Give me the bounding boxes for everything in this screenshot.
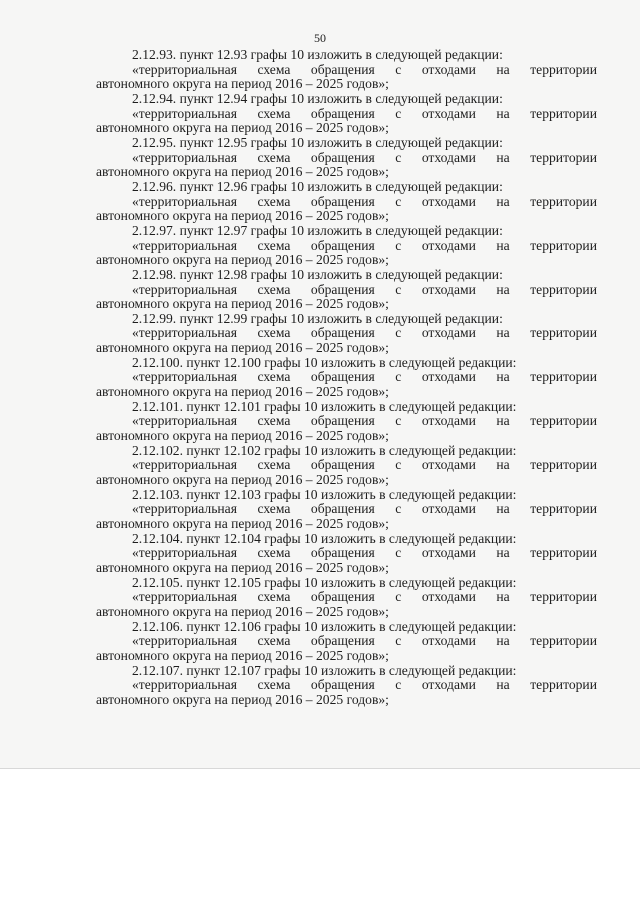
amendment-text-line: «территориальная схема обращения с отходами на территории bbox=[132, 105, 597, 121]
amendment-text-line: «территориальная схема обращения с отходами на территории bbox=[132, 677, 597, 693]
amendment-text-line: «территориальная схема обращения с отходами на территории bbox=[132, 457, 597, 473]
amendment-item bbox=[96, 488, 597, 532]
amendment-text-line: автономного округа на период 2016 – 2025 годов»; bbox=[96, 340, 389, 356]
amendment-text-line: «территориальная схема обращения с отходами на территории bbox=[132, 589, 597, 605]
amendment-text-line: автономного округа на период 2016 – 2025 годов»; bbox=[96, 384, 389, 400]
amendment-text-line: автономного округа на период 2016 – 2025 годов»; bbox=[96, 472, 389, 488]
document-body bbox=[96, 48, 597, 708]
amendment-heading: 2.12.94. пункт 12.94 графы 10 изложить в следующей редакции: bbox=[132, 90, 503, 106]
amendment-text-line: автономного округа на период 2016 – 2025 годов»; bbox=[96, 516, 389, 531]
page-number: 50 bbox=[314, 31, 326, 45]
amendment-text-line: «территориальная схема обращения с отходами на территории bbox=[132, 545, 597, 561]
amendment-item bbox=[96, 180, 597, 224]
amendment-text-line: автономного округа на период 2016 – 2025 годов»; bbox=[96, 691, 389, 707]
amendment-heading: 2.12.101. пункт 12.101 графы 10 изложить в следующей редакции: bbox=[132, 398, 517, 414]
amendment-heading: 2.12.95. пункт 12.95 графы 10 изложить в следующей редакции: bbox=[132, 134, 503, 150]
amendment-item bbox=[96, 48, 597, 92]
amendment-item bbox=[96, 444, 597, 488]
amendment-text-line: «территориальная схема обращения с отходами на территории bbox=[132, 325, 597, 341]
amendment-heading: 2.12.103. пункт 12.103 графы 10 изложить в следующей редакции: bbox=[132, 486, 517, 502]
amendment-text-line: «территориальная схема обращения с отходами на территории bbox=[132, 237, 597, 253]
amendment-heading: 2.12.99. пункт 12.99 графы 10 изложить в следующей редакции: bbox=[132, 310, 503, 326]
amendment-text-line: «территориальная схема обращения с отходами на территории bbox=[132, 633, 597, 649]
amendment-text-line: «территориальная схема обращения с отходами на территории bbox=[132, 193, 597, 209]
amendment-text-line: автономного округа на период 2016 – 2025 годов»; bbox=[96, 603, 389, 619]
amendment-heading: 2.12.107. пункт 12.107 графы 10 изложить в следующей редакции: bbox=[132, 662, 517, 678]
amendment-item bbox=[96, 620, 597, 664]
amendment-heading: 2.12.96. пункт 12.96 графы 10 изложить в следующей редакции: bbox=[132, 178, 503, 194]
amendment-item bbox=[96, 356, 597, 400]
amendment-item bbox=[96, 400, 597, 444]
amendment-heading: 2.12.104. пункт 12.104 графы 10 изложить в следующей редакции: bbox=[132, 530, 517, 546]
amendment-text-line: «территориальная схема обращения с отходами на территории bbox=[132, 413, 597, 429]
amendment-item bbox=[96, 312, 597, 356]
amendment-text-line: «территориальная схема обращения с отходами на территории bbox=[132, 281, 597, 297]
amendment-heading: 2.12.97. пункт 12.97 графы 10 изложить в следующей редакции: bbox=[132, 222, 503, 238]
amendment-item bbox=[96, 664, 597, 708]
amendment-item bbox=[96, 268, 597, 312]
amendment-item bbox=[96, 136, 597, 180]
amendment-item bbox=[96, 224, 597, 268]
amendment-heading: 2.12.93. пункт 12.93 графы 10 изложить в следующей редакции: bbox=[132, 47, 503, 62]
amendment-text-line: «территориальная схема обращения с отходами на территории bbox=[132, 61, 597, 77]
amendment-item bbox=[96, 576, 597, 620]
amendment-text-line: автономного округа на период 2016 – 2025 годов»; bbox=[96, 76, 389, 92]
amendment-text-line: автономного округа на период 2016 – 2025 годов»; bbox=[96, 120, 389, 136]
amendment-text-line: автономного округа на период 2016 – 2025 годов»; bbox=[96, 208, 389, 224]
amendment-text-line: автономного округа на период 2016 – 2025 годов»; bbox=[96, 428, 389, 444]
amendment-text-line: автономного округа на период 2016 – 2025 годов»; bbox=[96, 296, 389, 312]
amendment-item bbox=[96, 532, 597, 576]
amendment-heading: 2.12.102. пункт 12.102 графы 10 изложить в следующей редакции: bbox=[132, 442, 517, 458]
amendment-item bbox=[96, 92, 597, 136]
amendment-text-line: автономного округа на период 2016 – 2025 годов»; bbox=[96, 164, 389, 180]
amendment-heading: 2.12.105. пункт 12.105 графы 10 изложить в следующей редакции: bbox=[132, 574, 517, 590]
amendment-text-line: автономного округа на период 2016 – 2025 годов»; bbox=[96, 559, 389, 575]
amendment-text-line: «территориальная схема обращения с отходами на территории bbox=[132, 369, 597, 385]
amendment-heading: 2.12.106. пункт 12.106 графы 10 изложить в следующей редакции: bbox=[132, 618, 517, 634]
amendment-heading: 2.12.98. пункт 12.98 графы 10 изложить в следующей редакции: bbox=[132, 266, 503, 282]
amendment-text-line: автономного округа на период 2016 – 2025 годов»; bbox=[96, 252, 389, 268]
amendment-heading: 2.12.100. пункт 12.100 графы 10 изложить в следующей редакции: bbox=[132, 354, 517, 370]
amendment-text-line: «территориальная схема обращения с отходами на территории bbox=[132, 149, 597, 165]
amendment-text-line: «территориальная схема обращения с отходами на территории bbox=[132, 501, 597, 517]
amendment-text-line: автономного округа на период 2016 – 2025 годов»; bbox=[96, 647, 389, 663]
